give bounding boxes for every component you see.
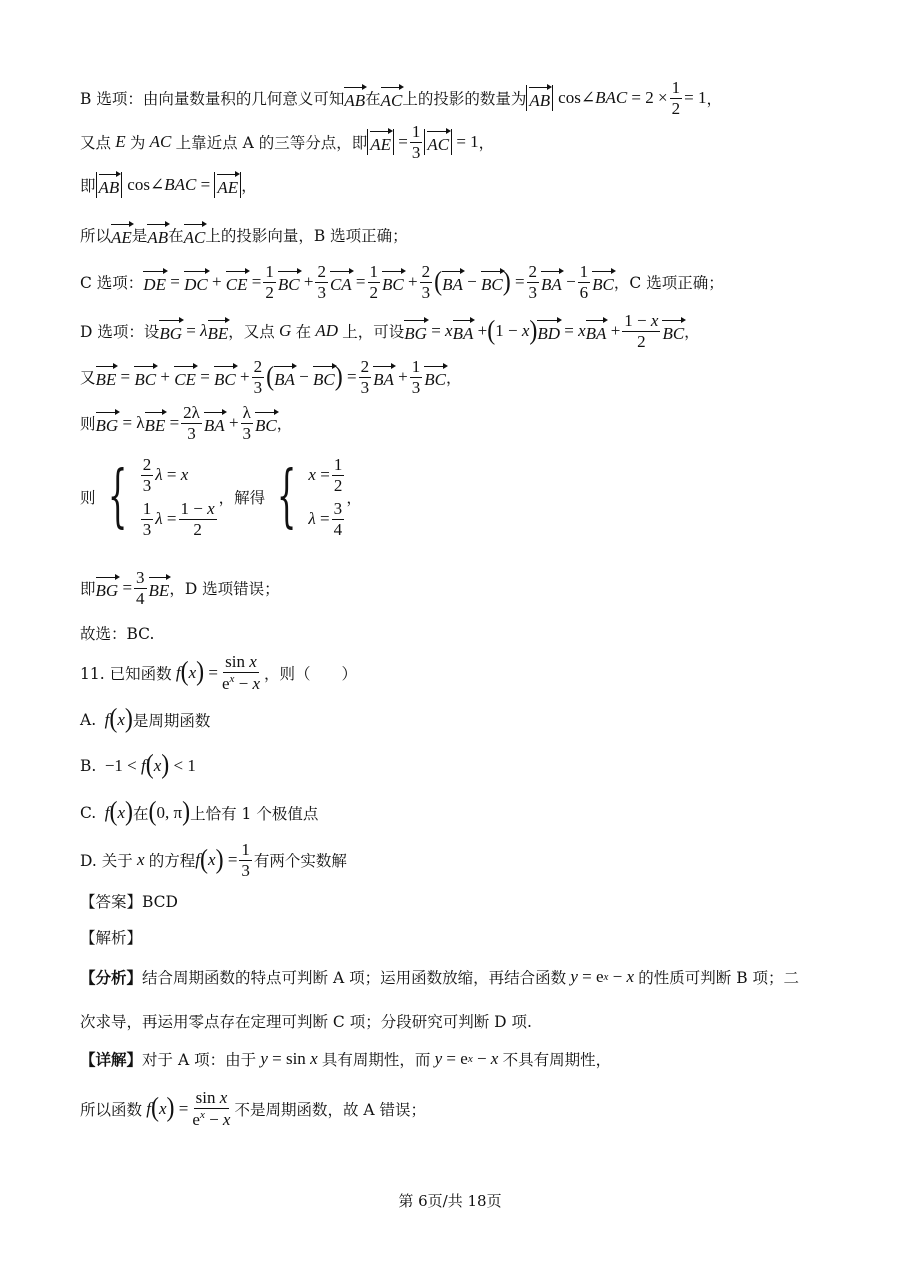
- option-d: D. 关于 x 的方程 f ( x ) = $\frac{1}{3}$ 有两个实数解: [80, 840, 347, 880]
- line-c-option: C 选项： DE = DC + CE = $\frac{1}{2}$ BC + $\frac{2}{3}$ CA = $\frac{1}{2}$ BC + $\frac{2}{3}$ ( BA − BC ) = $\frac{2}{3}$ BA − $\frac{1}{6}$ BC ，C 选项正确；: [80, 262, 724, 302]
- math-expression: x: [132, 850, 149, 870]
- math-expression: BE = BC + CE = BC + $\frac{2}{3}$ ( BA − BC ) = $\frac{2}{3}$ BA + $\frac{1}{3}$ BC: [95, 357, 446, 397]
- math-expression: AC: [184, 222, 206, 248]
- option-a: A. f ( x ) 是周期函数: [80, 703, 211, 734]
- question-11: 11. 已知函数 f ( x ) = $\frac{\text{sin x}}{e^x - x}$ ，则（ ）: [80, 652, 358, 693]
- line-b-option-3: 即 AB cos∠ BAC = AE ，: [80, 172, 257, 198]
- math-expression: AE: [111, 222, 132, 248]
- line-d-option-conclusion: 即 BG = $\frac{3}{4}$ BE ，D 选项错误；: [80, 568, 280, 608]
- math-expression: G: [274, 321, 296, 341]
- last-line: 所以函数 f ( x ) = $\frac{\text{sin x}}{e^x - x}$ 不是周期函数，故 A 错误；: [80, 1088, 427, 1129]
- xiangjie-line: 【详解】 对于 A 项：由于 y = sin x 具有周期性，而 y = e x − x 不具有周期性，: [80, 1049, 612, 1069]
- math-expression: f ( x ) = $\frac{\text{sin x}}{e^x - x}$: [146, 1088, 231, 1129]
- option-c: C. f ( x ) 在 ( 0, π ) 上恰有 1 个极值点: [80, 796, 319, 827]
- fenxi-line-1: 【分析】 结合周期函数的特点可判断 A 项；运用函数放缩，再结合函数 y = e x − x 的性质可判断 B 项；二: [80, 967, 800, 987]
- page-footer: 第 6页/共 18页: [398, 1192, 502, 1210]
- math-expression: BG = λ BE = $\frac{2\lambda}{3}$ BA + $\frac{\lambda}{3}$ BC: [95, 403, 277, 443]
- line-d-option-2: 又 BE = BC + CE = BC + $\frac{2}{3}$ ( BA − BC ) = $\frac{2}{3}$ BA + $\frac{1}{3}$ BC ，: [80, 357, 462, 397]
- math-expression: AD: [311, 321, 343, 341]
- math-expression: BG = $\frac{3}{4}$ BE: [95, 568, 170, 608]
- math-expression: y = e x − x: [570, 967, 635, 986]
- line-b-option-1: B 选项：由向量数量积的几何意义可知 AB 在 AC 上的投影的数量为 AB cos∠ BAC = 2 × $\frac{1}{2}$ = 1 ，: [80, 78, 722, 118]
- math-expression: AE = $\frac{1}{3}$ AC = 1: [367, 122, 478, 162]
- math-expression: f ( x ): [104, 796, 134, 827]
- math-expression: BG = x BA + ( 1 − x ) BD = x BA + $\frac{1 - x}{2}$ BC: [404, 311, 685, 351]
- solution-system: { x = $\frac{1}{2}$ λ = $\frac{3}{4}$: [277, 455, 343, 539]
- math-expression: f ( x ) = $\frac{1}{3}$: [195, 840, 250, 880]
- fenxi-line-2: 次求导，再运用零点存在定理可判断 C 项；分段研究可判断 D 项.: [80, 1013, 532, 1031]
- equation-system: { $\frac{2}{3}$ λ = x $\frac{1}{3}$ λ = $\frac{1 - x}{2}$: [107, 455, 215, 539]
- math-expression: AC: [145, 132, 176, 152]
- math-expression: y = e x − x: [434, 1049, 499, 1068]
- math-expression: BG = λ BE: [159, 318, 228, 344]
- math-expression: −1 < f ( x ) < 1: [96, 749, 196, 780]
- math-expression: DE = DC + CE = $\frac{1}{2}$ BC + $\frac{2}{3}$ CA = $\frac{1}{2}$ BC + $\frac{2}{3}$ ( BA − BC ) = $\frac{2}{3}$ BA − $\frac{1}{6}$ BC: [143, 262, 614, 302]
- math-expression: ( 0, π ): [148, 796, 191, 827]
- math-expression: AB: [344, 85, 365, 111]
- math-expression: E: [111, 132, 130, 152]
- choose-answer-line: 故选：BC.: [80, 625, 155, 643]
- line-d-option-1: D 选项：设 BG = λ BE ，又点 G 在 AD 上，可设 BG = x BA + ( 1 − x ) BD = x BA + $\frac{1 - x}{2}$ BC ，: [80, 311, 700, 351]
- option-b: B. −1 < f ( x ) < 1: [80, 749, 196, 780]
- math-expression: f ( x ): [104, 703, 133, 734]
- math-expression: y = sin x: [260, 1049, 318, 1068]
- math-expression: AC: [381, 85, 403, 111]
- math-expression: f ( x ) = $\frac{\text{sin x}}{e^x - x}$: [175, 652, 261, 693]
- math-expression: AB cos∠ BAC = AE: [96, 172, 242, 198]
- answer-line: 【答案】BCD: [80, 893, 178, 911]
- line-b-option-4: 所以 AE 是 AB 在 AC 上的投影向量，B 选项正确；: [80, 222, 408, 248]
- line-b-option-2: 又点 E 为 AC 上靠近点 A 的三等分点，即 AE = $\frac{1}{3}$ AC = 1 ，: [80, 122, 495, 162]
- math-expression: AB: [147, 222, 168, 248]
- math-expression: AB cos∠ BAC = 2 × $\frac{1}{2}$ = 1: [526, 78, 706, 118]
- line-d-option-system: 则 { $\frac{2}{3}$ λ = x $\frac{1}{3}$ λ = $\frac{1 - x}{2}$ ，解得 { x = $\frac{1}{2}$ λ = $\frac{3}{4}$ ，: [80, 455, 362, 539]
- analysis-title: 【解析】: [80, 929, 143, 947]
- line-d-option-3: 则 BG = λ BE = $\frac{2\lambda}{3}$ BA + $\frac{\lambda}{3}$ BC ，: [80, 403, 293, 443]
